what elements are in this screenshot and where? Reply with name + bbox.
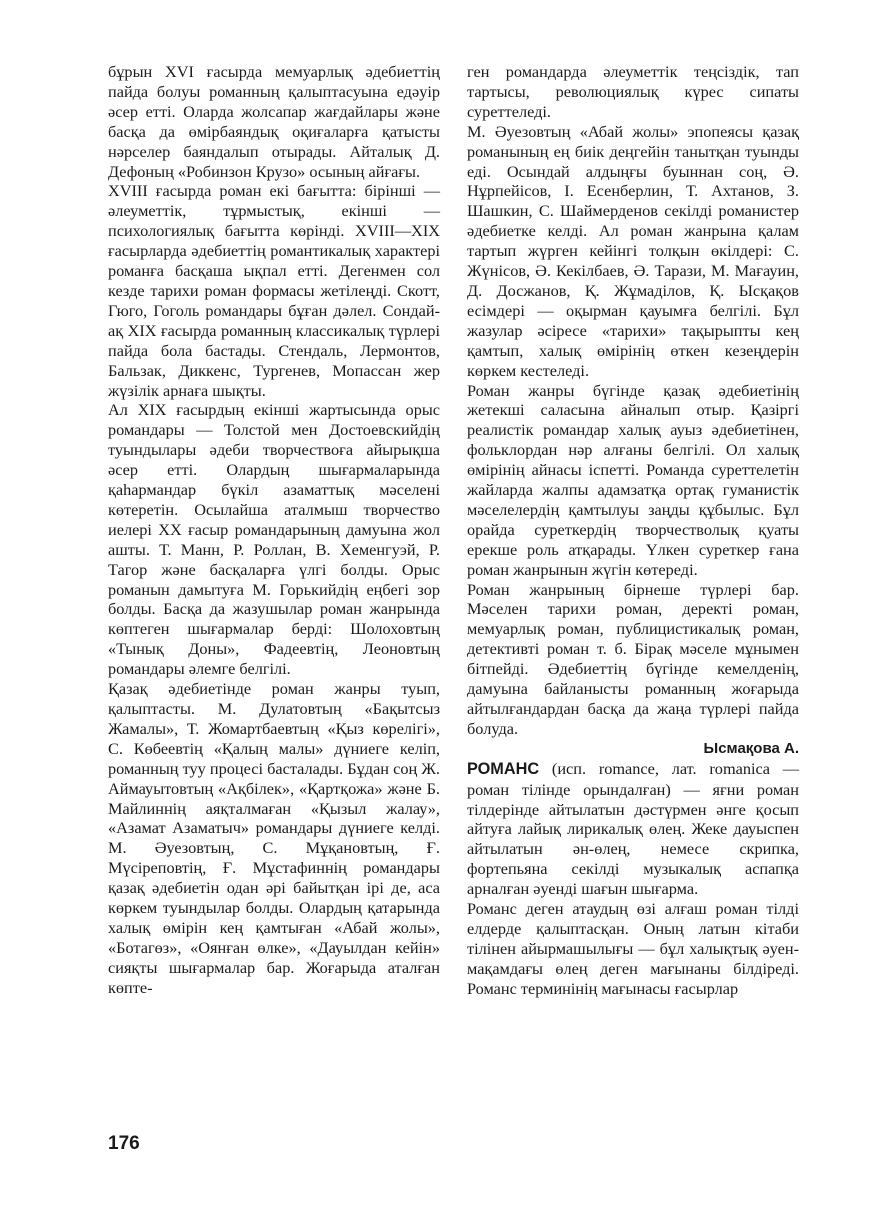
author-signature: Ысмақова А. [703,739,799,757]
paragraph: Қазақ әдебиетінде роман жанры туып, қалыптасты. М. Дулатовтың «Бақытсыз Жамалы», Т. Жомартбаевтың «Қыз көрелігі», С. Көбеевтің «Қалың малы» дүниеге келіп, романның туу процесі басталады. Бұдан соң Ж. Аймауытовтың «Ақбілек», «Қартқожа» және Б. Майлиннің аяқталмаған «Қызыл жалау», «Азамат Азаматыч» романдары дүниеге келді. М. Әуезовтың, С. Мұқановтың, Ғ. Мүсіреповтің, Ғ. Мұстафиннің романдары қазақ әдебиетін одан әрі байытқан ірі де, аса көркем туындылар болды. Олардың қатарында халық өмірін кең қамтыған «Абай жолы», «Ботагөз», «Оянған өлке», «Дауылдан кейін» сияқты шығармалар бар. Жоғарыда аталған көпте- [108,679,440,997]
right-column [467,62,799,999]
paragraph: Роман жанрының бірнеше түрлері бар. Мәселен тарихи роман, деректі роман, мемуарлық роман, публицистикалық роман, детективті роман т. б. Бірақ мәселе мұнымен бітпейді. Әдебиеттің бүгінде кемелденің, дамуына байланысты романның жоғарыда айтылғандардан басқа да жаңа түрлері пайда болуда. [467,579,799,738]
page-number: 176 [108,1133,140,1154]
paragraph: Ал XIX ғасырдың екінші жартысында орыс романдары — Толстой мен Достоевскийдің туындылары әдеби творчествоға айырықша әсер етті. Олардың шығармаларында қаһармандар бүкіл азаматтық мәселені көтеретін. Осылайша аталмыш творчество иелері XX ғасыр романдарының дамуына жол ашты. Т. Манн, Р. Роллан, В. Хеменгуэй, Р. Тагор және басқаларға үлгі болды. Орыс романын дамытуға М. Горькийдің еңбегі зор болды. Басқа да жазушылар роман жанрында көптеген шығармалар берді: Шолоховтың «Тынық Доны», Фадеевтің, Леоновтың романдары әлемге белгілі. [108,400,440,679]
dictionary-entry [467,759,799,899]
paragraph: бұрын XVI ғасырда мемуарлық әдебиеттің пайда болуы романның қалыптасуына едәуір әсер етті. Оларда жолсапар жағдайлары және басқа да өмірбаяндық оқиғаларға қатысты нәрселер баяндалып отырады. Айталық Д. Дефоның «Робинзон Крузо» осының айғағы. [108,62,440,181]
paragraph: ген романдарда әлеуметтік теңсіздік, тап тартысы, революциялық күрес сипаты суреттеледі. [467,62,799,121]
entry-headword: РОМАНС [467,759,540,778]
entry-definition: (исп. romance, лат. romanica — роман тілінде орындалған) — яғни роман тілдерінде айтылатын дәстүрмен әнге қосып айтуға лайық лирикалық өлең. Жеке дауыспен айтылатын ән-өлең, немесе скрипка, фортепьяна секілді музыкалық аспапқа арналған әуенді шағын шығарма. [467,758,799,899]
paragraph: М. Әуезовтың «Абай жолы» эпопеясы қазақ романының ең биік деңгейін танытқан туынды еді. Осындай алдыңғы буыннан соң, Ә. Нұрпейісов, І. Есенберлин, Т. Ахтанов, З. Шашкин, С. Шаймерденов секілді романистер әдебиетке келді. Ал роман жанрына қалам тартып жүрген кейінгі толқын өкілдері: С. Жүнісов, Ә. Кекілбаев, Ә. Тарази, М. Мағауин, Д. Досжанов, Қ. Жұмаділов, Қ. Ысқақов есімдері — оқырман қауымға белгілі. Бұл жазулар әсіресе «тарихи» тақырыпты кең қамтып, халық өмірінің өткен кезеңдерін көркем кестеледі. [467,121,799,380]
paragraph: Роман жанры бүгінде қазақ әдебиетінің жетекші саласына айналып отыр. Қазіргі реалистік романдар халық ауыз әдебиетінен, фольклордан нәр алғаны белгілі. Ол халық өмірінің айнасы іспетті. Романда суреттелетін жайларда жалпы адамзатқа ортақ гуманистік мәселелердің қамтылуы заңды құбылыс. Бұл орайда суреткердің творчестволық қуаты ерекше роль атқарады. Үлкен суреткер ғана роман жанрынын жүгін көтереді. [467,380,799,579]
paragraph: XVIII ғасырда роман екі бағытта: біріншi — әлеуметтік, тұрмыстық, екінші — психологиялық бағытта көрінді. XVIII—XIX ғасырларда әдебиеттің романтикалық характері романға басқаша ықпал етті. Дегенмен сол кезде тарихи роман формасы жетілеңді. Скотт, Гюго, Гоголь романдары бұған дәлел. Сондай-ақ XIX ғасырда романның классикалық түрлері пайда бола бастады. Стендаль, Лермонтов, Бальзак, Диккенс, Тургенев, Мопассан жер жүзілік арнаға шықты. [108,181,440,400]
left-column [108,62,440,998]
paragraph: Романс деген атаудың өзі алғаш роман тілді елдерде қалыптасқан. Оның латын кітаби тілінен айырмашылығы — бұл халықтық әуен-мақамдағы өлең деген мағынаны білдіреді. Романс терминінің мағынасы ғасырлар [467,899,799,998]
